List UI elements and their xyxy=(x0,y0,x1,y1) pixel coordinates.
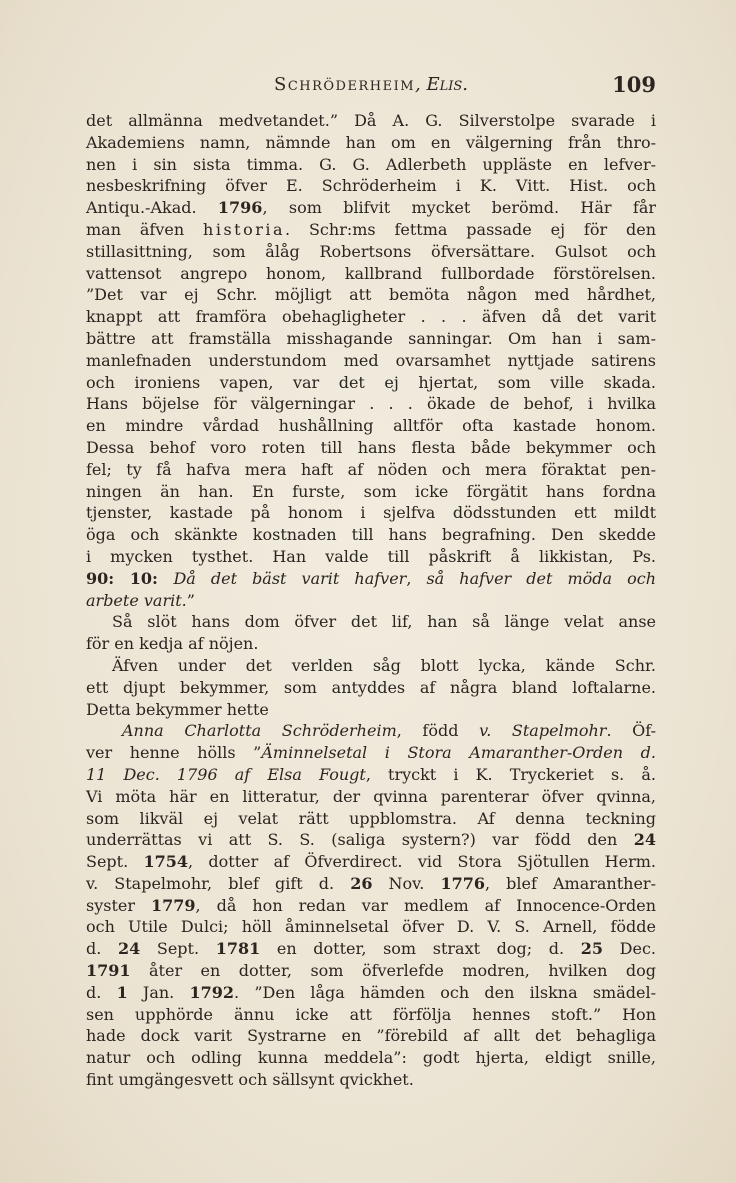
text-line xyxy=(86,1025,656,1047)
text-segment: för en kedja af nöjen. xyxy=(86,634,259,654)
text-segment: 90: 10: xyxy=(86,568,174,588)
text-segment: underrättas vi att S. S. (saliga systern?) var född den xyxy=(86,830,634,850)
text-segment: nen i sin sista timma. G. G. Adlerbeth uppläste en lefver- xyxy=(86,154,656,174)
text-segment: Nov. xyxy=(372,873,441,893)
text-segment: arbete varit. xyxy=(86,590,187,610)
text-segment: , tryckt i K. Tryckeriet s. å. xyxy=(365,764,657,784)
text-line xyxy=(86,481,656,503)
text-segment: Anna Charlotta Schröderheim xyxy=(122,721,397,741)
text-line xyxy=(86,1004,656,1026)
text-segment: stillasittning, som ålåg Robertsons öfversättare. Gulsot och xyxy=(86,241,656,261)
text-line xyxy=(86,328,656,350)
text-segment: 1 xyxy=(116,982,128,1002)
text-segment: vattensot angrepo honom, kallbrand fullbordade förstörelsen. xyxy=(86,263,656,283)
text-segment: natur och odling kunna meddela”: godt hjerta, eldigt snille, xyxy=(86,1048,656,1068)
text-segment: , född xyxy=(396,721,480,741)
text-segment: Äfven under det verlden såg blott lycka, kände Schr. xyxy=(112,655,656,675)
text-line xyxy=(86,306,656,328)
running-head-name: Schröderheim xyxy=(273,74,416,95)
text-segment: Dec. xyxy=(603,939,657,959)
text-line xyxy=(86,742,656,764)
running-head xyxy=(86,74,656,95)
text-line xyxy=(86,786,656,808)
text-line xyxy=(86,873,656,895)
text-segment: som likväl ej velat rätt uppblomstra. Af denna teckning xyxy=(86,808,656,828)
text-line xyxy=(86,633,656,655)
text-line xyxy=(86,263,656,285)
text-segment: ett djupt bekymmer, som antyddes af några bland loftalarne. xyxy=(86,677,656,697)
text-segment: 1796 xyxy=(217,198,263,218)
text-line xyxy=(86,960,656,982)
text-line xyxy=(86,524,656,546)
text-segment: , då hon redan var medlem af Innocence-Orden xyxy=(195,895,657,915)
text-segment: nesbeskrifning öfver E. Schröderheim i K. Vitt. Hist. och xyxy=(86,176,656,196)
text-line xyxy=(86,677,656,699)
text-segment: historia xyxy=(203,219,286,239)
text-line xyxy=(86,175,656,197)
text-line xyxy=(86,502,656,524)
text-segment: det allmänna medvetandet.” Då A. G. Silverstolpe svarade i xyxy=(86,111,656,130)
text-line xyxy=(86,829,656,851)
text-segment: manlefnaden understundom med ovarsamhet nyttjade satirens xyxy=(86,350,656,370)
text-segment: åter en dotter, som öfverlefde modren, hvilken dog xyxy=(130,961,656,981)
text-segment: man äfven xyxy=(86,219,204,239)
text-segment: 25 xyxy=(580,939,604,959)
text-line xyxy=(86,590,656,612)
text-segment: öga och skänkte kostnaden till hans begrafning. Den skedde xyxy=(86,525,656,545)
text-line xyxy=(86,916,656,938)
text-segment: . Schr:ms fettma passade ej för den xyxy=(285,219,656,239)
text-line xyxy=(86,132,656,154)
text-segment: . Öf- xyxy=(606,721,657,741)
running-head-suffix: , Elis. xyxy=(415,74,469,95)
page-header xyxy=(86,74,656,102)
text-line xyxy=(86,1069,656,1091)
text-line xyxy=(86,895,656,917)
text-line xyxy=(86,197,656,219)
text-segment: en dotter, som straxt dog; d. xyxy=(260,939,581,959)
text-segment: ”Det var ej Schr. möjligt att bemöta någon med hårdhet, xyxy=(86,285,656,305)
text-segment: ningen än han. En furste, som icke förgätit hans fordna xyxy=(86,481,656,501)
text-segment: Dessa behof voro roten till hans flesta både bekymmer och xyxy=(86,437,656,457)
text-segment: fint umgängesvett och sällsynt qvickhet. xyxy=(86,1070,414,1090)
text-segment: 24 xyxy=(117,939,141,959)
text-segment: d. xyxy=(86,939,118,959)
text-segment: sen upphörde ännu icke att förfölja hennes stoft.” Hon xyxy=(86,1004,656,1024)
text-segment: , som blifvit mycket berömd. Här får xyxy=(262,198,657,218)
body-text xyxy=(86,110,656,1091)
text-segment: en mindre vårdad hushållning alltför ofta kastade honom. xyxy=(86,416,656,436)
text-line xyxy=(86,1047,656,1069)
text-segment: 1779 xyxy=(151,895,196,915)
text-line xyxy=(86,764,656,786)
text-line xyxy=(86,415,656,437)
text-line xyxy=(86,938,656,960)
text-line xyxy=(86,546,656,568)
text-segment: och ironiens vapen, var det ej hjertat, som ville skada. xyxy=(86,372,656,392)
text-segment: Sept. xyxy=(140,939,216,959)
text-line xyxy=(86,437,656,459)
text-line xyxy=(86,219,656,241)
text-line xyxy=(86,372,656,394)
text-line xyxy=(86,699,656,721)
text-segment: . ”Den låga hämden och den ilskna smädel- xyxy=(234,982,656,1002)
text-segment: 1781 xyxy=(215,939,261,959)
text-segment: hade dock varit Systrarne en ”förebild af allt det behagliga xyxy=(86,1026,656,1046)
page-number: 109 xyxy=(612,72,656,97)
text-segment: bättre att framställa misshagande sanningar. Om han i sam- xyxy=(86,328,656,348)
text-segment: 1791 xyxy=(86,961,131,981)
text-segment: ” xyxy=(186,590,195,610)
text-line xyxy=(86,982,656,1004)
text-segment: , xyxy=(406,568,427,588)
text-segment: 1754 xyxy=(143,852,189,872)
text-segment: , blef Amaranther- xyxy=(485,873,656,893)
text-segment: i mycken tysthet. Han valde till påskrift å likkistan, Ps. xyxy=(86,546,656,566)
text-line xyxy=(86,611,656,633)
text-line xyxy=(86,720,656,742)
text-line xyxy=(86,241,656,263)
text-segment: och Utile Dulci; höll åminnelsetal öfver D. V. S. Arnell, födde xyxy=(86,917,656,937)
text-line xyxy=(86,568,656,590)
text-segment: Då det bäst varit hafver xyxy=(173,568,407,588)
text-segment: Akademiens namn, nämnde han om en välgerning från thro- xyxy=(86,132,656,152)
text-segment: 11 Dec. 1796 af Elsa Fougt xyxy=(86,764,366,784)
text-segment: Sept. xyxy=(86,852,144,872)
text-line xyxy=(86,154,656,176)
text-segment: v. Stapelmohr, blef gift d. xyxy=(86,873,351,893)
text-segment: 24 xyxy=(633,830,656,850)
text-segment: 1792 xyxy=(189,982,235,1002)
text-segment: d. xyxy=(86,982,117,1002)
text-line xyxy=(86,284,656,306)
text-segment: ver henne hölls ” xyxy=(86,743,262,763)
text-segment: syster xyxy=(86,895,151,915)
text-segment: Hans böjelse för välgerningar . . . ökade de behof, i hvilka xyxy=(86,394,656,414)
text-segment: Jan. xyxy=(127,982,190,1002)
text-segment: fel; ty få hafva mera haft af nöden och mera föraktat pen- xyxy=(86,459,656,479)
text-segment: tjenster, kastade på honom i sjelfva dödsstunden ett mildt xyxy=(86,503,656,523)
text-line xyxy=(86,393,656,415)
text-line xyxy=(86,808,656,830)
text-segment: Vi möta här en litteratur, der qvinna parenterar öfver qvinna, xyxy=(86,786,656,806)
text-segment: Äminnelsetal i Stora Amaranther-Orden d. xyxy=(261,743,656,763)
text-line xyxy=(86,110,656,132)
text-segment: Så slöt hans dom öfver det lif, han så länge velat anse xyxy=(112,612,656,632)
text-segment: knappt att framföra obehagligheter . . . äfven då det varit xyxy=(86,307,656,327)
text-line xyxy=(86,459,656,481)
text-segment: , dotter af Öfverdirect. vid Stora Sjötullen Herm. xyxy=(188,852,656,872)
text-line xyxy=(86,851,656,873)
text-segment: så hafver det möda och xyxy=(426,568,657,588)
text-line xyxy=(86,350,656,372)
text-segment: v. Stapelmohr xyxy=(479,721,607,741)
text-segment: 1776 xyxy=(440,873,485,893)
text-segment: Detta bekymmer hette xyxy=(86,699,269,719)
text-line xyxy=(86,655,656,677)
text-segment: Antiqu.-Akad. xyxy=(86,198,218,218)
text-segment: 26 xyxy=(350,873,373,893)
